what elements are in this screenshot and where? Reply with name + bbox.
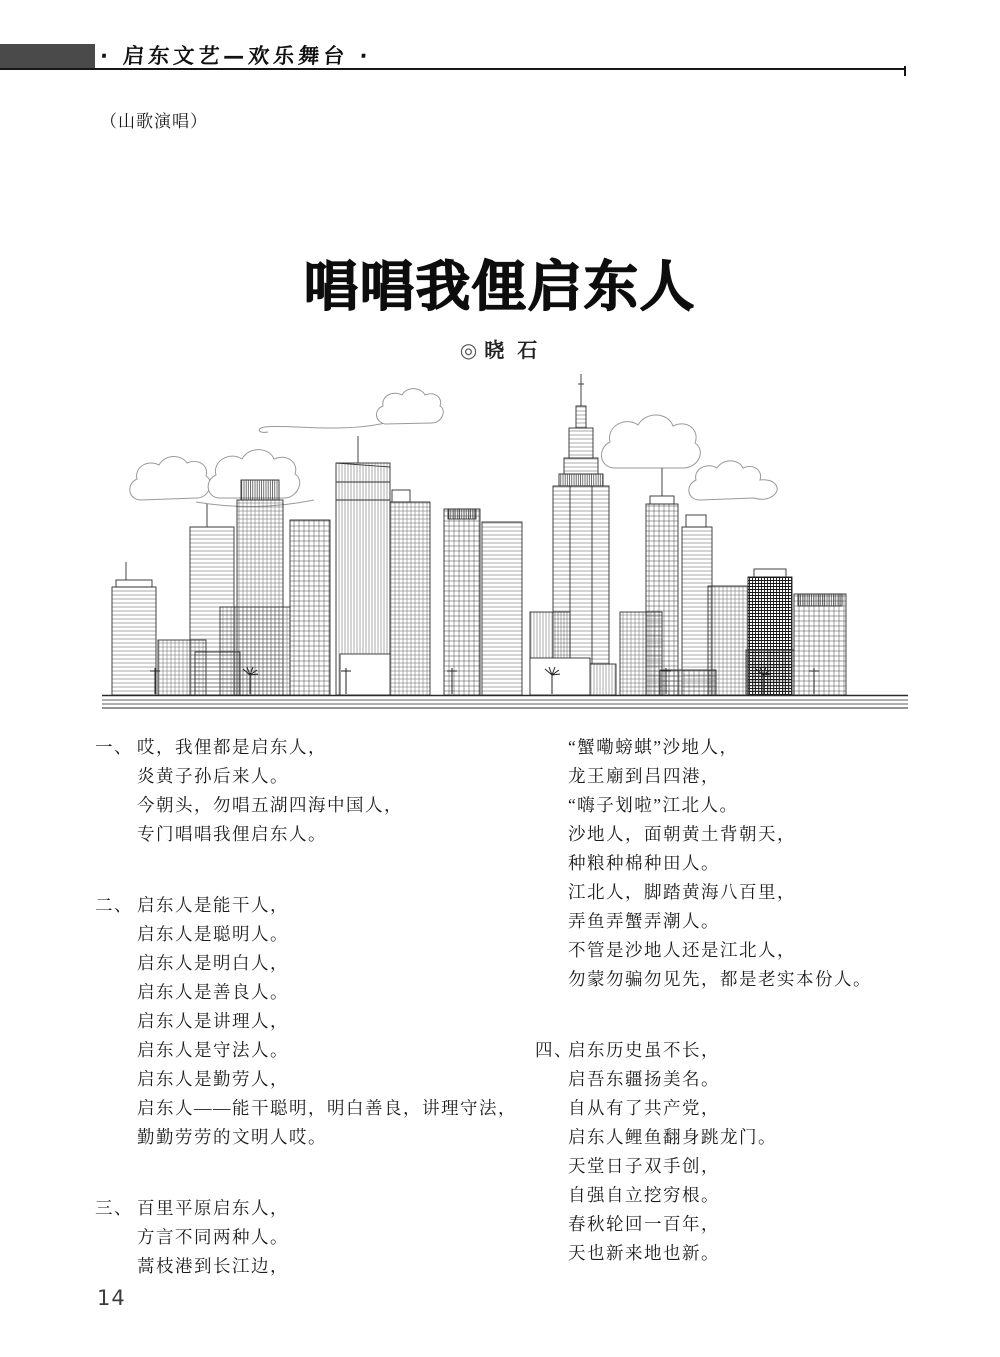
- verse-number: 二、: [95, 895, 133, 915]
- cloud: [601, 415, 700, 468]
- lyric-line: 启东人是勤劳人，: [137, 1069, 289, 1089]
- verse-number: [535, 733, 568, 994]
- lyric-line: 勿蒙勿骗勿见先，都是老实本份人。: [568, 969, 872, 989]
- building: [340, 654, 390, 695]
- building: [660, 670, 716, 695]
- lyrics-column-left: [95, 733, 525, 1281]
- building: [794, 594, 846, 695]
- lyric-line: 哎，我俚都是启东人，: [137, 737, 327, 757]
- verse-number: 三、: [95, 1198, 133, 1218]
- song-title: 唱唱我俚启东人: [304, 255, 696, 318]
- lyric-line: 启东历史虽不长，: [568, 1040, 720, 1060]
- lyric-line: 专门唱唱我俚启东人。: [137, 824, 327, 844]
- lyric-line: 勤勤劳劳的文明人哎。: [137, 1127, 327, 1147]
- clouds-group: [130, 389, 777, 507]
- section-title: · 启东文艺—欢乐舞台 ·: [99, 44, 373, 68]
- lyric-line: 种粮种棉种田人。: [568, 853, 720, 873]
- city-skyline-svg: [100, 372, 910, 712]
- lyric-line: 天也新来地也新。: [568, 1243, 720, 1263]
- verse: [535, 733, 985, 994]
- building: [482, 522, 522, 695]
- lyric-line: 自强自立挖穷根。: [568, 1185, 720, 1205]
- empire-state-tower: [546, 374, 616, 695]
- lyric-line: 江北人，脚踏黄海八百里，: [568, 882, 796, 902]
- buildings-group: [112, 374, 846, 695]
- lyric-line: 龙王廟到吕四港，: [568, 766, 720, 786]
- cloud: [130, 456, 211, 500]
- lyric-line: 启东人是善良人。: [137, 982, 289, 1002]
- lyric-line: 启东人是聪明人。: [137, 924, 289, 944]
- lyric-line: 启东人鲤鱼翻身跳龙门。: [568, 1127, 777, 1147]
- lyric-line: 沙地人，面朝黄土背朝天，: [568, 824, 796, 844]
- rule-end-tick: [904, 66, 906, 76]
- header-strip: [0, 44, 95, 68]
- ground-group: [102, 696, 908, 709]
- lyric-line: “蟹嘞螃蜞”沙地人，: [568, 737, 739, 757]
- lyric-line: 蒿枝港到长江边，: [137, 1256, 289, 1276]
- lyric-line: 天堂日子双手创，: [568, 1156, 720, 1176]
- page-number: 14: [97, 1286, 126, 1310]
- lyric-line: 今朝头，勿唱五湖四海中国人，: [137, 795, 403, 815]
- building-striped-cap: [241, 480, 279, 500]
- building-cap: [686, 515, 706, 527]
- lyric-line: 启东人是明白人，: [137, 953, 289, 973]
- lyric-line: 炎黄子孙后来人。: [137, 766, 289, 786]
- lyric-line: 自从有了共产党，: [568, 1098, 720, 1118]
- lyric-line: 启东人是讲理人，: [137, 1011, 289, 1031]
- lyric-line: 启东人是守法人。: [137, 1040, 289, 1060]
- building: [530, 658, 590, 695]
- author-line: [0, 334, 1000, 363]
- verse: [535, 1036, 985, 1268]
- building: [290, 520, 330, 695]
- lyric-line: 春秋轮回一百年，: [568, 1214, 720, 1234]
- building: [195, 652, 240, 695]
- lyric-line: 弄鱼弄蟹弄潮人。: [568, 911, 720, 931]
- verse: [95, 733, 525, 849]
- cloud: [689, 461, 777, 500]
- lyric-line: 不管是沙地人还是江北人，: [568, 940, 796, 960]
- city-skyline-illustration: [100, 372, 910, 712]
- lyric-line: 启吾东疆扬美名。: [568, 1069, 720, 1089]
- author-name: 晓 石: [484, 338, 541, 362]
- building-cap: [392, 490, 410, 502]
- building: [646, 504, 678, 695]
- lyric-line: “嗨子划啦”江北人。: [568, 795, 739, 815]
- performance-note: （山歌演唱）: [100, 112, 208, 131]
- building: [112, 587, 156, 695]
- cloud: [376, 389, 443, 424]
- verse: [95, 891, 525, 1152]
- lyrics-column-right: [535, 733, 985, 1268]
- verse: [95, 1194, 525, 1281]
- verse-number: 一、: [95, 737, 133, 757]
- lyric-line: 方言不同两种人。: [137, 1227, 289, 1247]
- lyric-line: 启东人是能干人，: [137, 895, 289, 915]
- building: [746, 650, 794, 695]
- building: [444, 509, 480, 695]
- verse-number: 四、: [535, 1040, 573, 1060]
- lyric-line: 启东人——能干聪明，明白善良，讲理守法，: [137, 1098, 517, 1118]
- author-mark-icon: ◎: [459, 338, 481, 362]
- building: [390, 502, 430, 695]
- lyric-line: 百里平原启东人，: [137, 1198, 289, 1218]
